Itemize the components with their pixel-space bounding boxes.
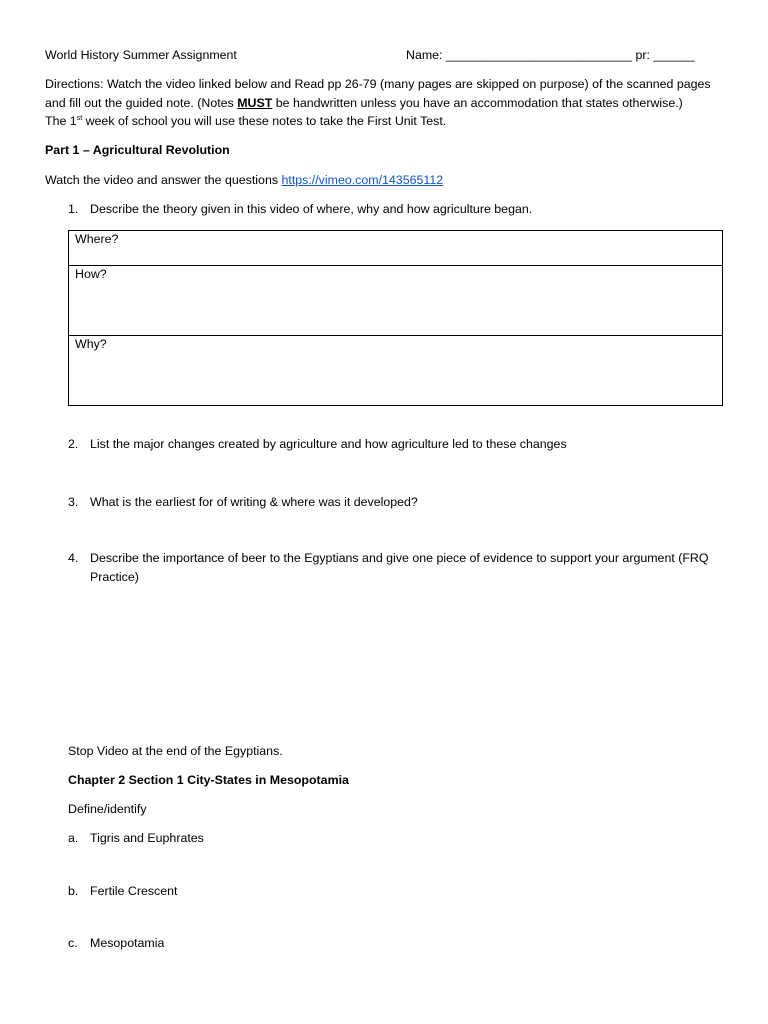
term-a-letter: a. [68,831,79,845]
directions-line-3 [45,114,446,129]
stop-video-note: Stop Video at the end of the Egyptians. [68,744,283,758]
where-how-why-table [68,230,723,406]
watch-video-text: Watch the video and answer the questions [45,173,282,187]
question-3-number: 3. [68,495,79,509]
chapter2-heading: Chapter 2 Section 1 City-States in Mesopotamia [68,773,349,787]
term-tigris-euphrates: Tigris and Euphrates [90,831,204,845]
define-identify-label: Define/identify [68,802,147,816]
ordinal-superscript: st [76,114,83,122]
term-fertile-crescent: Fertile Crescent [90,884,178,898]
directions-line-3-start: The 1 [45,114,77,128]
table-row [69,336,723,406]
how-cell[interactable]: How? [69,266,723,336]
question-2-number: 2. [68,437,79,451]
table-row [69,266,723,336]
assignment-title: World History Summer Assignment [45,48,237,62]
question-2-text: List the major changes created by agriculture and how agriculture led to these changes [90,437,567,451]
directions-line-2-end: be handwritten unless you have an accommodation that states otherwise.) [272,96,683,110]
table-row [69,231,723,266]
watch-video-line [45,173,443,188]
video-link[interactable]: https://vimeo.com/143565112 [281,173,444,187]
question-3-text: What is the earliest for of writing & where was it developed? [90,495,418,509]
directions-line-3-end: week of school you will use these notes to take the First Unit Test. [82,114,447,128]
directions-line-2-start: and fill out the guided note. (Notes [45,96,238,110]
question-4-text-line-2: Practice) [90,570,139,584]
where-cell[interactable]: Where? [69,231,723,266]
directions-line-2 [45,96,683,111]
question-1 [68,202,78,217]
part1-heading: Part 1 – Agricultural Revolution [45,143,230,157]
why-cell[interactable]: Why? [69,336,723,406]
term-c-letter: c. [68,936,78,950]
term-b-letter: b. [68,884,79,898]
question-1-number: 1. [68,202,79,216]
must-emphasis: MUST [237,96,273,110]
question-1-text: Describe the theory given in this video of where, why and how agriculture began. [90,202,533,216]
directions-line-1: Directions: Watch the video linked below and Read pp 26-79 (many pages are skipped on purpose) of the scanned pages [45,77,711,91]
name-period-field: Name: ___________________________ pr: ______ [406,48,695,62]
question-4-text-line-1: Describe the importance of beer to the Egyptians and give one piece of evidence to support your argument (FRQ [90,551,709,565]
question-4-number: 4. [68,551,79,565]
term-mesopotamia: Mesopotamia [90,936,165,950]
